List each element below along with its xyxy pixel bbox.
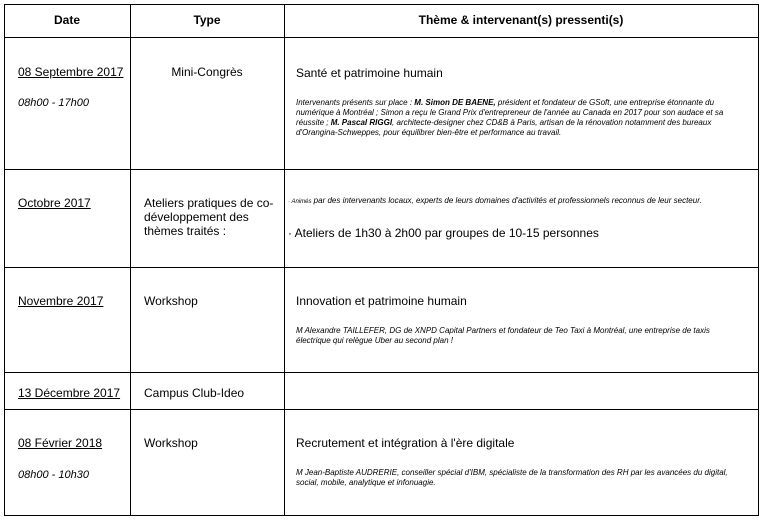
desc-speaker: M. Simon DE BAENE, xyxy=(414,98,496,107)
schedule-table xyxy=(4,4,759,516)
row-theme: · Ateliers de 1h30 à 2h00 par groupes de 10-15 personnes xyxy=(288,226,599,240)
row-time: 08h00 - 17h00 xyxy=(18,97,89,109)
row-date: Octobre 2017 xyxy=(18,196,91,210)
row-type: Workshop xyxy=(144,294,198,308)
row-description: M Jean-Baptiste AUDRERIE, conseiller spécial d'IBM, spécialiste de la transformation des RH par les avancées du digital, social, mobile, analytique et infonuagie. xyxy=(296,468,728,487)
row-divider xyxy=(4,372,759,373)
desc-speaker: M. Pascal RIGGI xyxy=(330,118,393,127)
row-time: 08h00 - 10h30 xyxy=(18,469,89,481)
row-date: Novembre 2017 xyxy=(18,294,104,308)
row-description: M Alexandre TAILLEFER, DG de XNPD Capital Partners et fondateur de Teo Taxi à Montréal, une entreprise de taxis électrique qui relègue Uber au second plan ! xyxy=(296,326,710,345)
table-border-left xyxy=(4,4,5,516)
row-date: 08 Septembre 2017 xyxy=(18,65,124,79)
desc-text: , architecte-designer chez CD&B à Paris, artisan de la rénovation notamment des bureaux d'Orangina-Schweppes, pour équilibrer bien-être et performance au travail. xyxy=(296,118,712,137)
row-type: Ateliers pratiques de co-développement des thèmes traités : xyxy=(144,196,274,238)
header-type: Type xyxy=(193,13,221,27)
table-border-right xyxy=(758,4,759,516)
column-divider xyxy=(284,4,285,516)
row-divider xyxy=(4,267,759,268)
header-date: Date xyxy=(53,13,80,27)
row-type: Mini-Congrès xyxy=(171,65,243,79)
table-border-bottom xyxy=(4,515,759,516)
row-description xyxy=(288,196,754,207)
desc-text: Intervenants présents sur place : xyxy=(296,98,415,107)
header-theme: Thème & intervenant(s) pressenti(s) xyxy=(418,13,624,27)
row-theme: Santé et patrimoine humain xyxy=(296,66,443,80)
desc-text: par des intervenants locaux, experts de leurs domaines d'activités et professionnels reconnus de leur secteur. xyxy=(311,196,702,205)
row-divider xyxy=(4,169,759,170)
row-date: 08 Février 2018 xyxy=(18,436,103,450)
row-date: 13 Décembre 2017 xyxy=(18,386,121,400)
header-divider xyxy=(4,37,759,38)
desc-text: président et fondateur de GSoft, une entreprise étonnante du numérique à Montréal ; Simon a reçu le Grand Prix d'entrepreneur de l'année au Canada en 2017 pour son audace et sa réussite ; xyxy=(296,98,724,127)
table-border-top xyxy=(4,4,759,5)
column-divider xyxy=(130,4,131,516)
row-divider xyxy=(4,409,759,410)
row-theme: Innovation et patrimoine humain xyxy=(296,294,467,308)
desc-prefix: · Animés xyxy=(288,199,312,205)
row-theme: Recrutement et intégration à l'ère digitale xyxy=(296,436,515,450)
row-description xyxy=(296,98,752,138)
row-type: Workshop xyxy=(144,436,198,450)
row-type: Campus Club-Ideo xyxy=(144,386,245,400)
